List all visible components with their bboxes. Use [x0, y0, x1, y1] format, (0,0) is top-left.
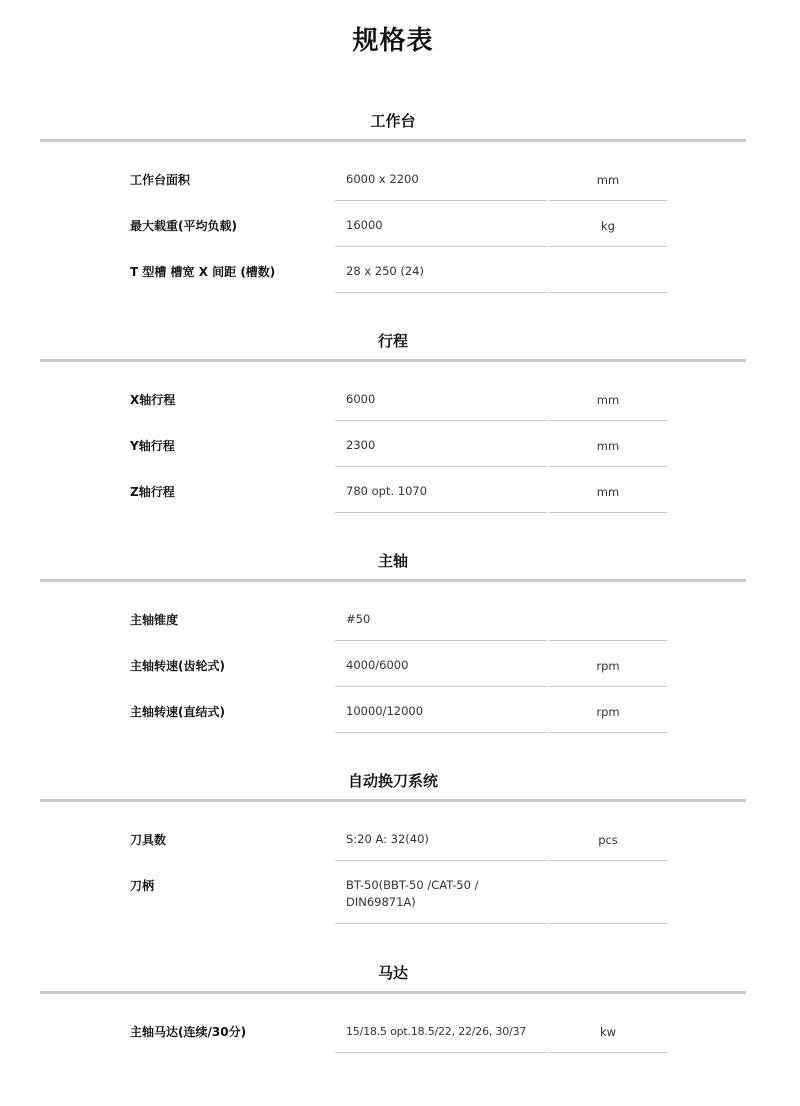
section-header-travel: 行程 — [377, 332, 408, 350]
spec-value: 4000/6000 — [346, 658, 409, 672]
spec-value: 10000/12000 — [346, 704, 424, 718]
spec-unit: mm — [596, 485, 620, 499]
spec-value: 28 x 250 (24) — [346, 264, 424, 278]
spec-value: 6000 — [346, 392, 376, 406]
section-divider — [40, 991, 746, 994]
value-underline — [335, 1052, 547, 1053]
spec-value: S:20 A: 32(40) — [346, 832, 429, 846]
section-divider — [40, 579, 746, 582]
unit-underline — [549, 512, 667, 513]
page-title: 规格表 — [352, 26, 434, 56]
spec-value: 15/18.5 opt.18.5/22, 22/26, 30/37 — [346, 1025, 527, 1038]
spec-label: 刀柄 — [130, 879, 155, 893]
spec-value: 780 opt. 1070 — [346, 484, 428, 498]
spec-label: 主轴转速(齿轮式) — [130, 659, 225, 673]
value-underline — [335, 246, 547, 247]
value-underline — [335, 686, 547, 687]
spec-unit: kg — [601, 219, 615, 233]
value-underline — [335, 292, 547, 293]
spec-label: T 型槽 槽宽 X 间距 (槽数) — [130, 265, 276, 279]
unit-underline — [549, 292, 667, 293]
value-underline — [335, 420, 547, 421]
unit-underline — [549, 246, 667, 247]
section-divider — [40, 139, 746, 142]
spec-label: 主轴马达(连续/30分) — [130, 1025, 247, 1039]
unit-underline — [549, 200, 667, 201]
spec-value: #50 — [346, 612, 371, 626]
unit-underline — [549, 923, 667, 924]
value-underline — [335, 640, 547, 641]
spec-label: 刀具数 — [130, 833, 167, 847]
spec-label: X轴行程 — [130, 393, 176, 407]
unit-underline — [549, 420, 667, 421]
spec-value: 2300 — [346, 438, 376, 452]
section-header-atc: 自动换刀系统 — [347, 772, 438, 790]
value-underline — [335, 466, 547, 467]
spec-label: 工作台面积 — [130, 173, 191, 187]
spec-unit: kw — [599, 1025, 617, 1039]
unit-underline — [549, 860, 667, 861]
value-underline — [335, 923, 547, 924]
unit-underline — [549, 686, 667, 687]
unit-underline — [549, 732, 667, 733]
value-underline — [335, 512, 547, 513]
spec-unit: pcs — [598, 833, 618, 847]
spec-value: 6000 x 2200 — [346, 172, 419, 186]
spec-unit: mm — [596, 173, 620, 187]
unit-underline — [549, 640, 667, 641]
value-underline — [335, 200, 547, 201]
spec-unit: rpm — [596, 705, 620, 719]
spec-label: Y轴行程 — [130, 439, 175, 453]
spec-label: 主轴转速(直结式) — [130, 705, 225, 719]
spec-label: 主轴锥度 — [130, 613, 179, 627]
section-divider — [40, 799, 746, 802]
section-header-worktable: 工作台 — [370, 112, 416, 130]
value-underline — [335, 860, 547, 861]
section-header-motor: 马达 — [377, 964, 408, 982]
value-underline — [335, 732, 547, 733]
spec-value: 16000 — [346, 218, 383, 232]
spec-unit: mm — [596, 439, 620, 453]
unit-underline — [549, 1052, 667, 1053]
spec-label: 最大载重(平均负载) — [130, 219, 237, 233]
section-header-spindle: 主轴 — [377, 552, 408, 570]
spec-value: BT-50(BBT-50 /CAT-50 / DIN69871A) — [346, 878, 479, 909]
section-divider — [40, 359, 746, 362]
spec-unit: mm — [596, 393, 620, 407]
spec-unit: rpm — [596, 659, 620, 673]
spec-label: Z轴行程 — [130, 485, 175, 499]
unit-underline — [549, 466, 667, 467]
